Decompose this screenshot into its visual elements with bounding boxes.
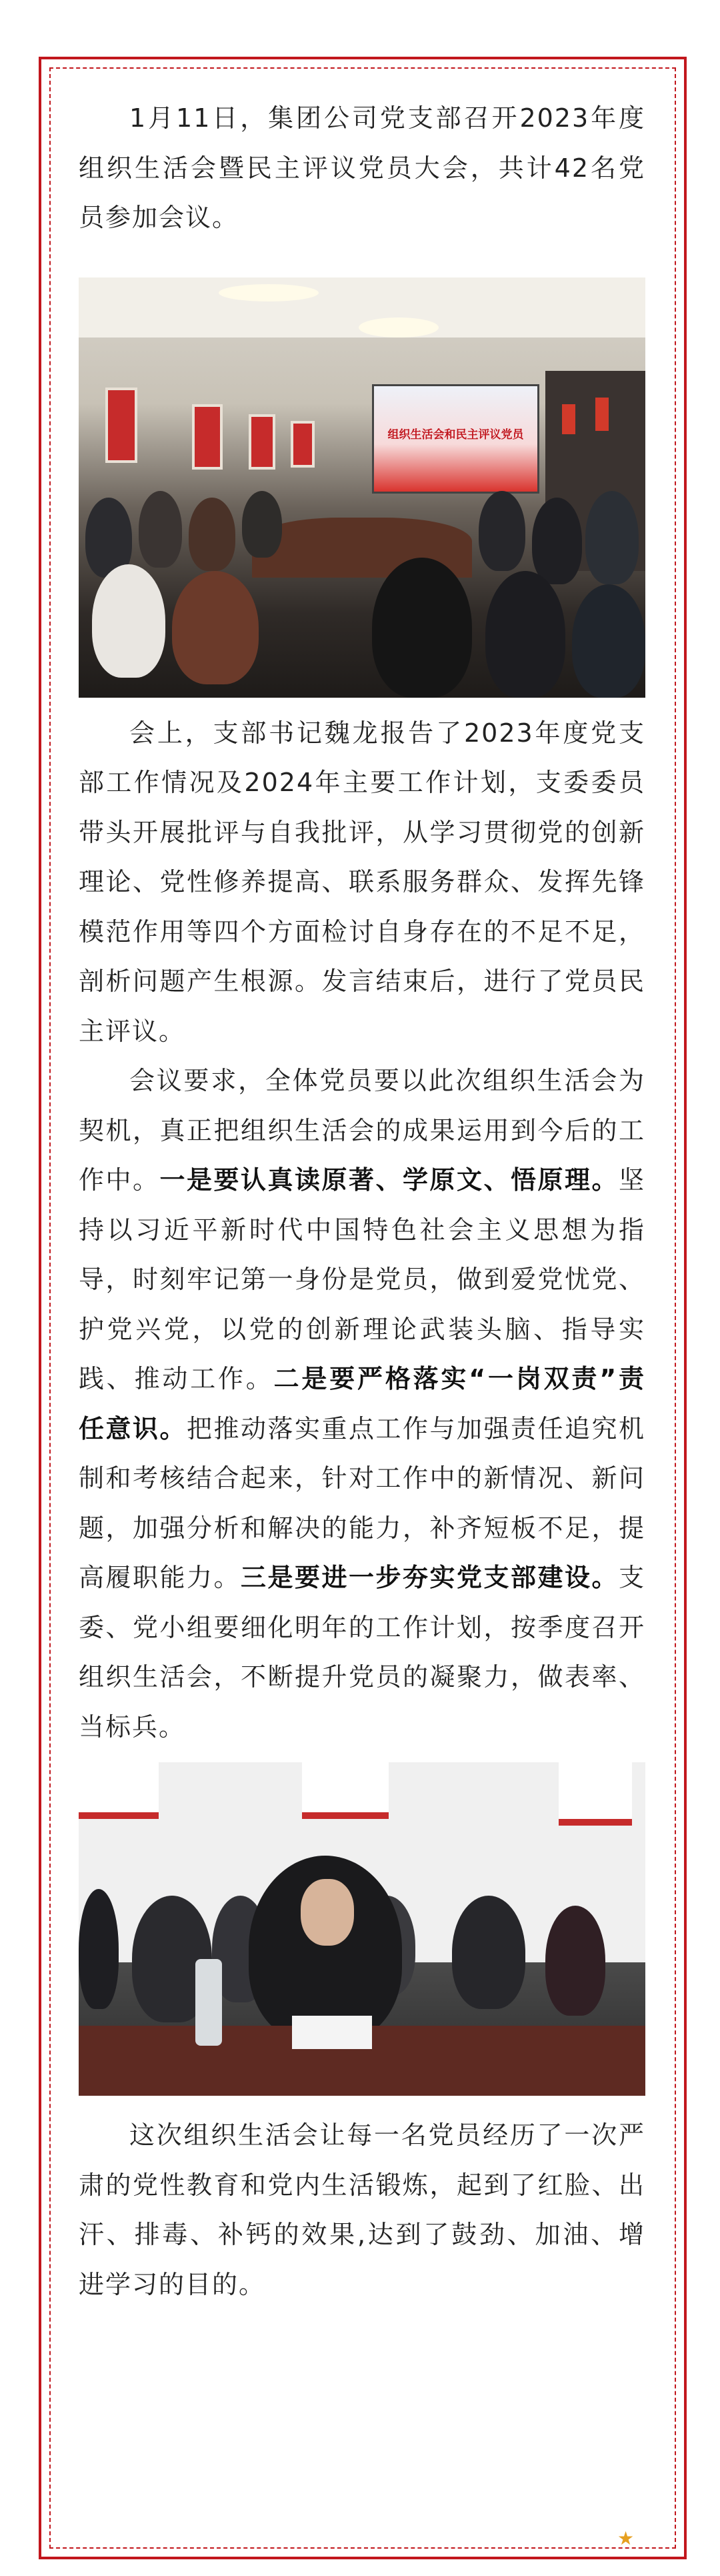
wall-poster [105,388,137,463]
wall-banner [302,1762,389,1819]
point-3-title: 三是要进一步夯实党支部建设。 [241,1563,619,1592]
attendee [479,491,525,571]
ceiling-light [219,284,319,301]
requirements-paragraph [79,1056,645,1752]
attendee [189,498,235,571]
attendee [92,564,165,678]
wall-banner [79,1762,159,1819]
attendee [139,491,182,568]
attendee [372,558,472,698]
point-2-body: 把推动落实重点工作与加强责任追究机制和考核结合起来，针对工作中的新情况、新问题，加强分析和解决的能力，补齐短板不足，提高履职能力。 [79,1413,645,1592]
wall-poster [192,404,223,470]
wall-sign [562,404,575,434]
point-3-body: 支委、党小组要细化明年的工作计划，按季度召开组织生活会，不断提升党员的凝聚力，做表率、当标兵。 [79,1563,645,1742]
water-bottle [195,1959,222,2046]
attendee [545,1906,605,2016]
wall-poster [291,421,315,468]
requirements-intro: 会议要求，全体党员要以此次组织生活会为契机，真正把组织生活会的成果运用到今后的工作中。 [79,1066,645,1195]
attendee [79,1889,119,2009]
wall-banner [559,1762,632,1826]
point-2-title: 二是要严格落实“一岗双责”责任意识。 [79,1364,645,1443]
attendee [585,491,639,584]
point-1-body: 坚持以习近平新时代中国特色社会主义思想为指导，时刻牢记第一身份是党员，做到爱党忧党、护党兴党，以党的创新理论武装头脑、指导实践、推动工作。 [79,1165,645,1393]
name-card [292,2016,372,2049]
closing-paragraph: 这次组织生活会让每一名党员经历了一次严肃的党性教育和党内生活锻炼，起到了红脸、出汗、排毒、补钙的效果,达到了鼓劲、加油、增进学习的目的。 [79,2120,645,2299]
article-body [79,93,645,2309]
ceiling-light [359,317,439,338]
attendee [452,1896,525,2009]
report-paragraph: 会上，支部书记魏龙报告了2023年度党支部工作情况及2024年主要工作计划，支委委员带头开展批评与自我批评，从学习贯彻党的创新理论、党性修养提高、联系服务群众、发挥先锋模范作用等四个方面检讨自身存在的不足不足，剖析问题产生根源。发言结束后，进行了党员民主评议。 [79,718,645,1046]
presentation-screen [372,384,539,494]
attendee [572,584,645,698]
attendee [532,498,582,584]
screen-title: 组织生活会和民主评议党员 [387,428,524,442]
attendee [242,491,282,558]
attendee [172,571,259,684]
meeting-photo-room [79,277,645,698]
speaker-face [301,1879,354,1946]
intro-paragraph: 1月11日，集团公司党支部召开2023年度组织生活会暨民主评议党员大会，共计42名党员参加会议。 [79,103,645,232]
meeting-photo-speaker [79,1762,645,2096]
star-icon: ★ [617,2527,635,2549]
wall-sign [595,398,609,431]
wall-poster [249,414,275,470]
attendee [485,571,565,698]
point-1-title: 一是要认真读原著、学原文、悟原理。 [159,1165,619,1195]
